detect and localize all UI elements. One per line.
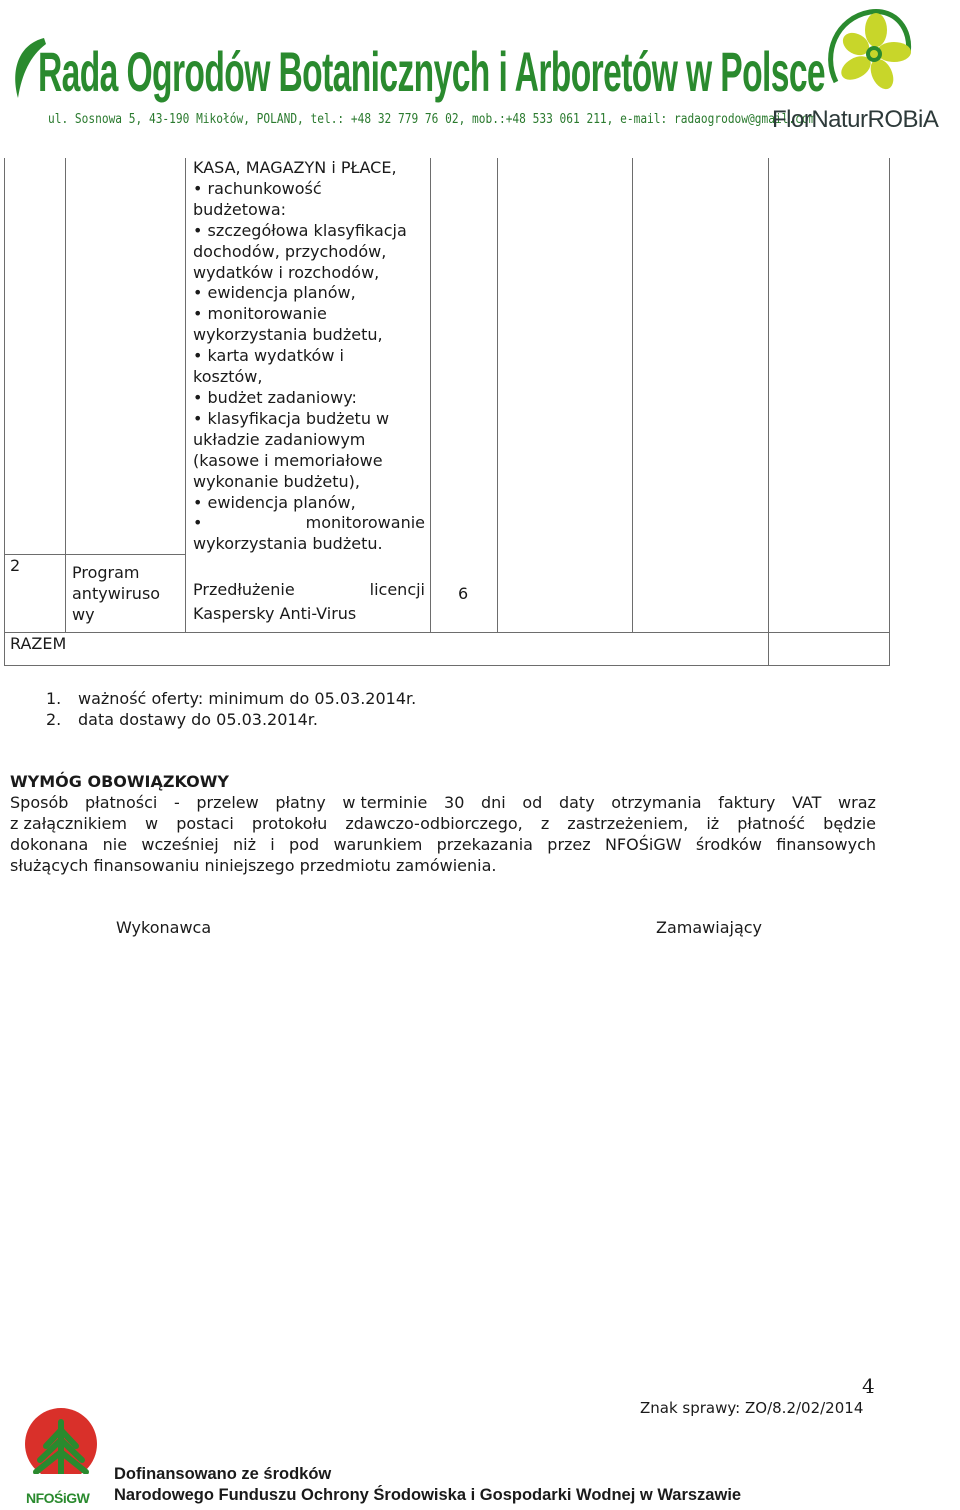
feature-line: • monitorowanie: [193, 304, 327, 324]
word: płatność: [737, 814, 806, 833]
product-name-line: wy: [72, 604, 95, 624]
word: zastrzeżeniem,: [567, 814, 689, 833]
feature-line: • klasyfikacja budżetu w: [193, 408, 390, 428]
table-border-row-2-top: [4, 554, 186, 555]
feature-word: monitorowanie: [305, 513, 425, 533]
word: z załącznikiem: [10, 814, 127, 833]
case-number: Znak sprawy: ZO/8.2/02/2014: [640, 1399, 864, 1417]
description-word: licencji: [369, 580, 425, 599]
requirement-line: [10, 834, 876, 855]
word: od: [522, 793, 543, 812]
word: protokołu: [251, 814, 328, 833]
feature-line: układzie zadaniowym: [193, 429, 366, 449]
feature-line: • ewidencja planów,: [193, 492, 356, 512]
word: zdawczo-odbiorczego,: [345, 814, 523, 833]
word: będzie: [823, 814, 876, 833]
signature-contractor: Wykonawca: [116, 918, 212, 937]
word: płatny: [275, 793, 326, 812]
table-border-col-5-left: [497, 158, 498, 633]
feature-line: • rachunkowość: [193, 178, 322, 198]
word: przelew: [196, 793, 259, 812]
word: niż: [233, 835, 256, 854]
word: wraz: [838, 793, 876, 812]
word: w: [145, 814, 159, 833]
list-number: 2.: [46, 710, 62, 729]
table-border-col-4-left: [430, 158, 431, 633]
word: przekazania: [436, 835, 533, 854]
feature-line: (kasowe i memoriałowe: [193, 450, 383, 470]
word: faktury: [718, 793, 776, 812]
row-number: 2: [10, 556, 21, 575]
word: iż: [706, 814, 720, 833]
product-name: [72, 563, 160, 626]
word: NFOŚiGW: [604, 835, 682, 854]
word: warunkiem: [333, 835, 423, 854]
word: dokonana: [10, 835, 89, 854]
word: wcześniej: [141, 835, 219, 854]
table-border-col-6-left: [632, 158, 633, 633]
list-text: data dostawy do 05.03.2014r.: [78, 710, 318, 729]
word: daty: [558, 793, 595, 812]
funding-line: Dofinansowano ze środków: [114, 1465, 332, 1483]
word: finansowych: [776, 835, 876, 854]
list-item: [46, 688, 416, 709]
nfosigw-label: NFOŚiGW: [26, 1490, 90, 1506]
bullet-icon: •: [193, 513, 203, 533]
table-border-col-7-left: [768, 158, 769, 666]
nfosigw-logo-icon: [22, 1404, 100, 1490]
flower-logo-icon: [818, 4, 914, 104]
requirement-line: [10, 792, 876, 813]
feature-list: [193, 158, 425, 555]
funding-line: Narodowego Funduszu Ochrony Środowiska i Gospodarki Wodnej w Warszawie: [114, 1486, 742, 1504]
offer-notes: [46, 688, 416, 730]
feature-line: dochodów, przychodów,: [193, 241, 387, 261]
funding-notice: [114, 1464, 741, 1506]
word: VAT: [792, 793, 822, 812]
requirement-line: [10, 813, 876, 834]
list-text: ważność oferty: minimum do 05.03.2014r.: [78, 689, 417, 708]
feature-line: • ewidencja planów,: [193, 283, 356, 303]
total-label: RAZEM: [10, 634, 67, 653]
word: w terminie: [342, 793, 428, 812]
feature-line: • szczegółowa klasyfikacja: [193, 220, 407, 240]
word: postaci: [176, 814, 234, 833]
requirement-title: WYMÓG OBOWIĄZKOWY: [10, 772, 229, 791]
signature-client: Zamawiający: [656, 918, 763, 937]
table-border-bottom: [4, 665, 890, 666]
word: i: [270, 835, 275, 854]
table-border-col-2-left: [65, 158, 66, 633]
product-quantity: 6: [458, 584, 469, 603]
list-item: [46, 709, 416, 730]
word: przez: [547, 835, 591, 854]
word: 30: [444, 793, 465, 812]
word: otrzymania: [611, 793, 702, 812]
feature-line: • karta wydatków i: [193, 346, 344, 366]
requirement-last-line: służących finansowaniu niniejszego przedmiotu zamówienia.: [10, 856, 497, 875]
feature-line-justified: [193, 513, 425, 534]
word: nie: [102, 835, 128, 854]
product-description: [193, 578, 425, 626]
description-line-justified: [193, 578, 425, 602]
table-border-right: [889, 158, 890, 666]
word: płatności: [85, 793, 158, 812]
product-name-line: antywiruso: [72, 583, 161, 603]
organization-name: Rada Ogrodów Botanicznych i Arboretów w Polsce: [38, 40, 826, 103]
feature-line: wykonanie budżetu),: [193, 471, 360, 491]
feature-line: kosztów,: [193, 367, 263, 387]
description-line: Kaspersky Anti-Virus: [193, 604, 357, 623]
word: Sposób: [10, 793, 69, 812]
page-number: 4: [862, 1374, 875, 1398]
word: -: [173, 793, 180, 812]
feature-line: KASA, MAGAZYN i PŁACE,: [193, 158, 397, 177]
brand-name: FlorNaturROBiA: [772, 106, 939, 133]
list-number: 1.: [46, 689, 62, 708]
letterhead: [0, 0, 960, 140]
feature-line: wydatków i rozchodów,: [193, 262, 380, 282]
organization-address: ul. Sosnowa 5, 43-190 Mikołów, POLAND, tel.: +48 32 779 76 02, mob.:+48 533 061 211, e-mail: radaogrodow@gmail.com: [48, 112, 816, 127]
requirement-body: [10, 792, 876, 876]
word: z: [540, 814, 550, 833]
word: dni: [481, 793, 506, 812]
table-border-row-2-bottom: [4, 632, 890, 633]
feature-line: budżetowa:: [193, 199, 287, 219]
word: pod: [289, 835, 320, 854]
table-border-col-1-left: [4, 158, 5, 666]
product-name-line: Program: [72, 563, 140, 582]
table-border-col-3-left: [185, 158, 186, 633]
feature-line: • budżet zadaniowy:: [193, 387, 357, 407]
feature-line: wykorzystania budżetu,: [193, 325, 383, 345]
feature-line: wykorzystania budżetu.: [193, 534, 383, 554]
description-word: Przedłużenie: [193, 580, 295, 599]
word: środków: [695, 835, 762, 854]
